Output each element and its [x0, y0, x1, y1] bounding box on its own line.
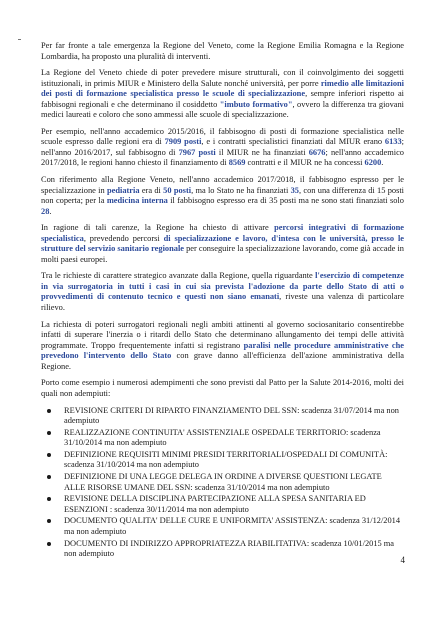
text-segment: il MIUR ne ha finanziati: [215, 147, 309, 157]
page-number: 4: [400, 555, 405, 565]
text-segment: Con riferimento alla Regione Veneto, nell'anno accademico 2017/2018, il fabbisogno espresso per le specializzazione in: [41, 175, 404, 195]
list-item-text: DEFINIZIONE DI UNA LEGGE DELEGA IN ORDINE A DIVERSE QUESTIONI LEGATE ALLE RISORSE UMANE DEL SSN: scadenza 31/10/2014 ma non adempiuto: [64, 472, 382, 492]
highlighted-text: di specializzazione e lavoro, d'intesa con le università, presso le strutture del servizio sanitario regionale: [41, 233, 404, 254]
paragraph: [41, 68, 404, 121]
highlighted-text: 6133: [384, 137, 402, 147]
list-item-text: DOCUMENTO QUALITA' DELLE CURE E UNIFORMITA' ASSISTENZA: scadenza 31/12/2014 ma non adempiuto: [64, 516, 401, 536]
bullet-icon: [47, 542, 51, 546]
list-item: [41, 406, 404, 427]
highlighted-text: 6200: [364, 158, 382, 168]
highlighted-text: medicina interna: [106, 196, 168, 206]
paragraph: [41, 175, 404, 217]
bullet-icon: [47, 431, 51, 435]
text-segment: Tra le richieste di carattere strategico avanzate dalla Regione, quella riguardante: [41, 271, 316, 281]
highlighted-text: 28: [41, 206, 50, 216]
bullet-icon: [47, 519, 51, 523]
paragraph: [41, 378, 404, 399]
highlighted-text: "imbuto formativo": [219, 99, 293, 109]
highlighted-text: 50 posti: [163, 185, 192, 195]
bullet-icon: [47, 475, 51, 479]
scan-mark: [18, 39, 21, 40]
text-segment: La Regione del Veneto chiede di poter prevedere misure strutturali, con il coinvolgimento dei soggetti istituzionali, in primis MIUR e Ministero della Salute nonché università, per porre: [41, 68, 404, 88]
text-segment: ; nell'anno 2016/2017, sul fabbisogno di: [41, 137, 404, 157]
text-segment: .: [49, 206, 52, 216]
highlighted-text: pediatria: [106, 185, 140, 195]
text-segment: contratti e il MIUR ne ha concessi: [245, 158, 365, 168]
bullet-icon: [47, 409, 51, 413]
text-segment: Per far fronte a tale emergenza la Regione del Veneto, come la Regione Emilia Romagna e la Regione Lombardia, ha proposto una pluralità di interventi.: [41, 41, 404, 61]
paragraph: [41, 127, 404, 169]
list-item: [41, 428, 404, 449]
list-item-text: REALIZZAZIONE CONTINUITA' ASSISTENZIALE OSPEDALE TERRITORIO: scadenza 31/10/2014 ma non adempiuto: [64, 427, 381, 448]
paragraph: [41, 223, 404, 265]
list-item: [41, 450, 404, 471]
bullet-icon: [47, 453, 51, 457]
paragraph: [41, 271, 404, 313]
text-segment: ; nell'anno accademico 2017/2018, le regioni hanno chiesto il finanziamento di: [41, 147, 404, 168]
list-item: [41, 516, 404, 537]
text-segment: con grave danno all'efficienza dell'azione amministrativa della Regione.: [41, 351, 405, 371]
list-item: [41, 494, 404, 515]
text-segment: .: [381, 158, 384, 168]
text-segment: , con una differenza di 15 posti non coperta; per la: [41, 185, 404, 206]
text-segment: Per esempio, nell'anno accademico 2015/2016, il fabbisogno di posti di formazione specialistica nelle scuole espresso dalle regioni era di: [41, 126, 404, 147]
highlighted-text: 35: [290, 185, 299, 195]
list-item: [41, 539, 404, 560]
list-item-text: REVISIONE CRITERI DI RIPARTO FINANZIAMENTO DEL SSN: scadenza 31/07/2014 ma non adempiuto: [64, 405, 399, 425]
list-item-text: DOCUMENTO DI INDIRIZZO APPROPRIATEZZA RIABILITATIVA: scadenza 10/01/2015 ma non adempiuto: [64, 538, 395, 559]
text-segment: era di: [139, 185, 164, 195]
text-segment: , prevedendo percorsi: [83, 233, 164, 243]
list-item-text: REVISIONE DELLA DISCIPLINA PARTECIPAZIONE ALLA SPESA SANITARIA ED ESENZIONI : scadenza 30/11/2014 ma non adempiuto: [64, 494, 366, 514]
paragraph: [41, 320, 404, 373]
highlighted-text: 6676: [308, 147, 326, 157]
text-segment: il fabbisogno espresso era di 35 posti ma ne sono stati finanziati solo: [167, 196, 404, 206]
text-segment: , ovvero la differenza tra giovani medici laureati e coloro che sono ammessi alle scuole di specializzazione.: [41, 99, 405, 120]
highlighted-text: paralisi nelle procedure amministrative che prevedono l'intervento dello Stato: [41, 340, 404, 361]
text-segment: , ma lo Stato ne ha finanziati: [191, 185, 291, 195]
text-segment: In ragione di tali carenze, la Regione ha chiesto di attivare: [41, 223, 275, 233]
body-text: [41, 41, 404, 399]
highlighted-text: 7967 posti: [178, 147, 216, 157]
list-item-text: DEFINIZIONE REQUISITI MINIMI PRESIDI TERRITORIALI/OSPEDALI DI COMUNITÀ: scadenza 31/10/2014 ma non adempiuto: [64, 449, 388, 470]
text-segment: Porto come esempio i numerosi adempimenti che sono previsti dal Patto per la Salute 2014-2016, molti dei quali non adempiuti:: [41, 378, 404, 398]
highlighted-text: percorsi integrativi di formazione specialistica: [41, 223, 404, 243]
highlighted-text: l'esercizio di competenze in via surrogatoria in tutti i casi in cui sia prevista l'adozione da parte dello Stato di atti o provvedimenti di contenuto tecnico e questi non siano emanati: [41, 271, 404, 302]
bullet-icon: [47, 497, 51, 501]
text-segment: , e i contratti specialistici finanziati dal MIUR erano: [201, 137, 385, 147]
text-segment: , riveste una valenza di particolare rilievo.: [41, 292, 404, 312]
paragraph: [41, 41, 404, 62]
text-segment: La richiesta di poteri surrogatori regionali negli ambiti attinenti al governo sociosanitario consentirebbe infatti di superare l'inerzia o i ritardi dello Stato che determinano allungamento dei tempi delle attività programmate. Troppo frequentemente infatti si registrano: [41, 319, 404, 350]
highlighted-text: 8569: [228, 158, 246, 168]
text-segment: , sempre inferiori rispetto ai fabbisogni regionali e che determinano il cosiddetto: [41, 89, 404, 109]
adempimenti-list: [41, 406, 404, 560]
text-segment: per conseguire la specializzazione lavorando, come già accade in molti paesi europei.: [41, 244, 404, 264]
highlighted-text: rimedio alle limitazioni dei posti di formazione specialistica presso le scuole di specializzazione: [41, 78, 405, 99]
list-item: [41, 472, 404, 493]
highlighted-text: 7909 posti: [164, 137, 202, 147]
